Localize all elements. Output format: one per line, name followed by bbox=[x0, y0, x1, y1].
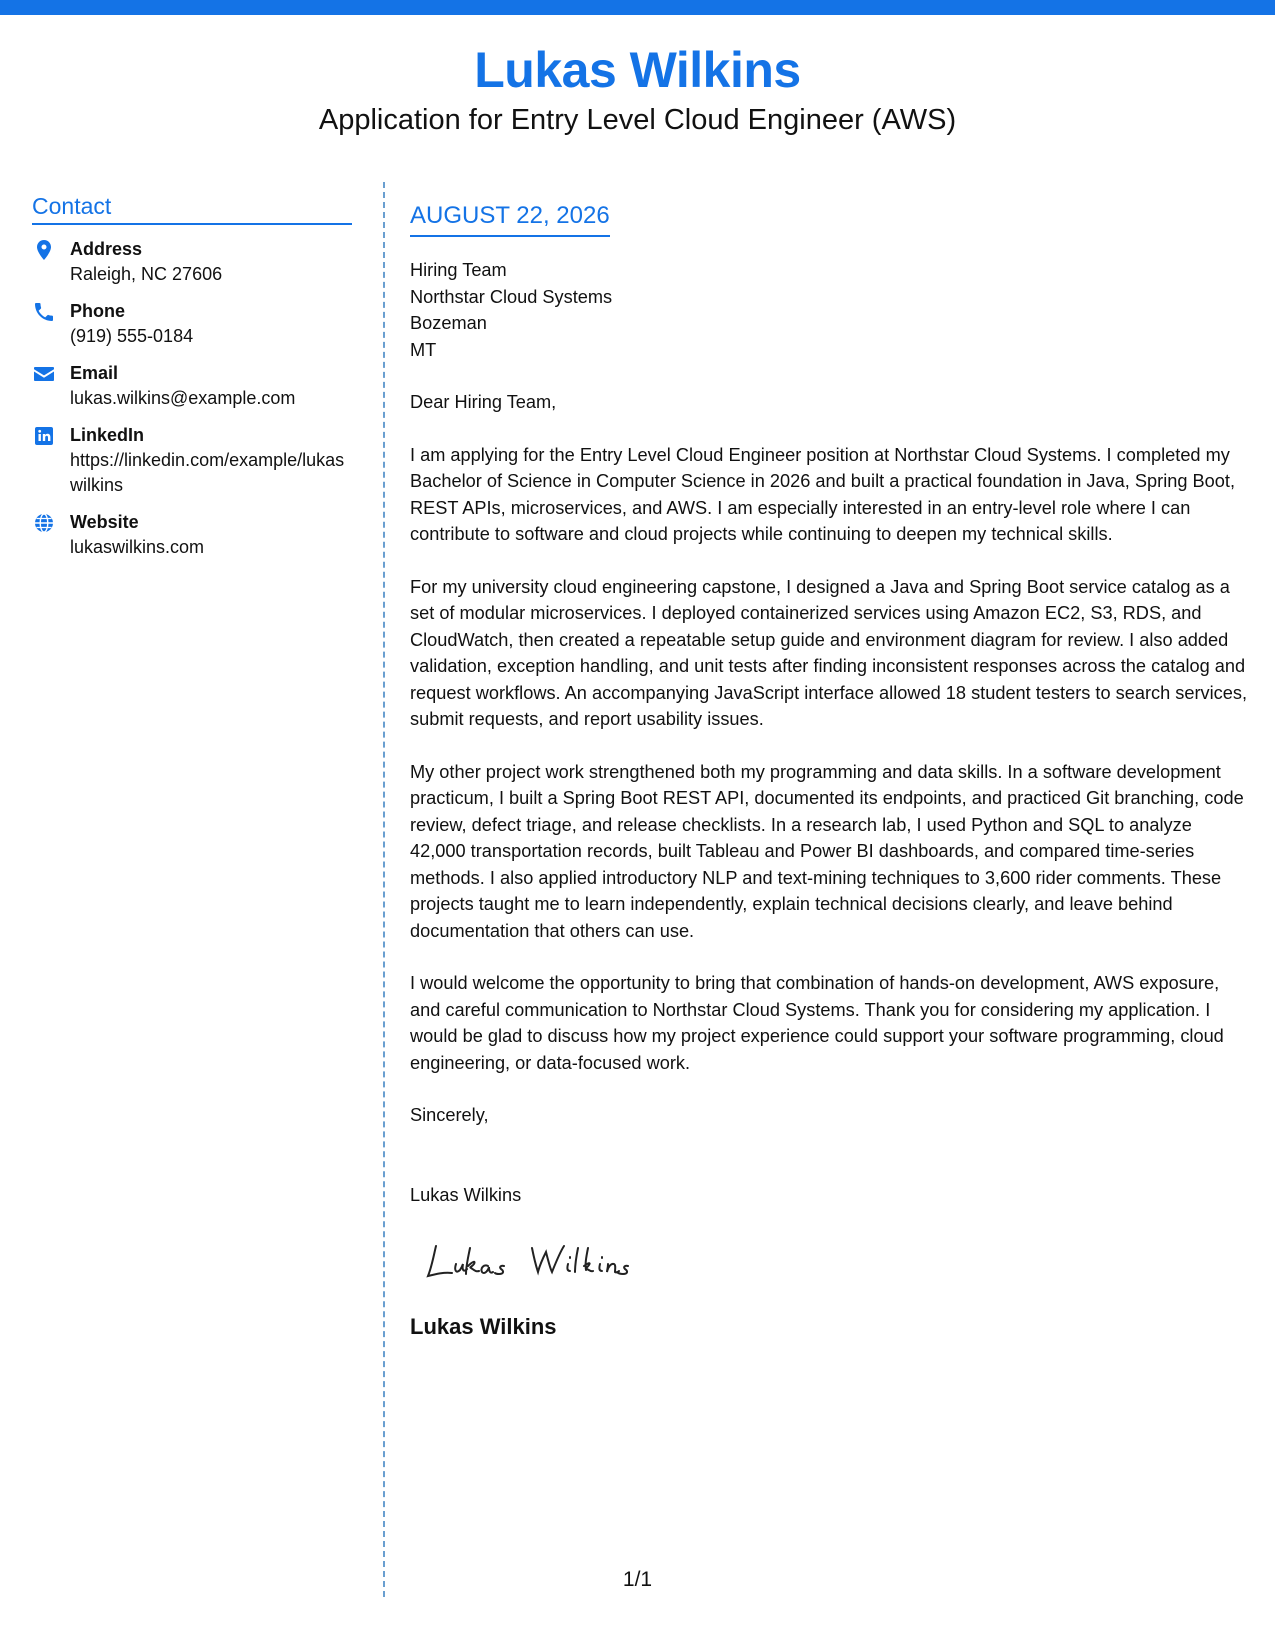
paragraph: I would welcome the opportunity to bring that combination of hands-on development, AWS exposure, and careful communication to Northstar Cloud Systems. Thank you for considering my application. I would be glad to discuss how my project experience could support your software programming, cloud engineering, or data-focused work. bbox=[410, 973, 1224, 1073]
handwritten-signature bbox=[422, 1236, 672, 1286]
recipient-line: MT bbox=[410, 339, 437, 360]
globe-icon bbox=[32, 511, 56, 535]
contact-label: Phone bbox=[70, 301, 126, 321]
paragraph: My other project work strengthened both my programming and data skills. In a software development practicum, I built a Spring Boot REST API, documented its endpoints, and practiced Git branching, code review, defect triage, and release checklists. In a research lab, I used Python and SQL to analyze 42,000 transportation records, built Tableau and Power BI dashboards, and compared time-series methods. I also applied introductory NLP and text-mining techniques to 3,600 rider comments. These projects taught me to learn independently, explain technical decisions clearly, and leave behind documentation that others can use. bbox=[410, 761, 1244, 941]
recipient-line: Hiring Team bbox=[410, 260, 507, 280]
phone-icon bbox=[32, 300, 56, 324]
linkedin-icon bbox=[32, 424, 56, 448]
contact-sidebar bbox=[32, 192, 352, 572]
website-link[interactable]: lukaswilkins.com bbox=[70, 537, 205, 557]
applicant-name: Lukas Wilkins bbox=[474, 42, 801, 98]
top-accent-bar bbox=[0, 0, 1275, 15]
recipient-block bbox=[410, 257, 1252, 363]
email-icon bbox=[32, 362, 56, 386]
typed-name: Lukas Wilkins bbox=[410, 1184, 522, 1205]
contact-item-address bbox=[32, 237, 352, 287]
contact-label: LinkedIn bbox=[70, 425, 145, 445]
application-subtitle: Application for Entry Level Cloud Engineer (AWS) bbox=[318, 104, 957, 136]
contact-label: Email bbox=[70, 363, 119, 383]
letter-header bbox=[0, 38, 1275, 138]
phone-value[interactable]: (919) 555-0184 bbox=[70, 326, 194, 346]
letter-body bbox=[410, 200, 1252, 1341]
contact-label: Website bbox=[70, 512, 139, 532]
letter-date: AUGUST 22, 2026 bbox=[410, 200, 610, 237]
recipient-line: Northstar Cloud Systems bbox=[410, 286, 613, 307]
salutation: Dear Hiring Team, bbox=[410, 392, 557, 412]
linkedin-link[interactable]: https://linkedin.com/example/lukaswilkins bbox=[70, 450, 345, 495]
contact-label: Address bbox=[70, 239, 143, 259]
paragraph: For my university cloud engineering capstone, I designed a Java and Spring Boot service catalog as a set of modular microservices. I deployed containerized services using Amazon EC2, S3, RDS, and CloudWatch, then created a repeatable setup guide and environment diagram for review. I also added validation, exception handling, and unit tests after finding inconsistent responses across the catalog and request workflows. An accompanying JavaScript interface allowed 18 student testers to search services, submit requests, and report usability issues. bbox=[410, 576, 1248, 729]
contact-list bbox=[32, 237, 352, 560]
column-divider bbox=[383, 182, 385, 1597]
contact-item-email bbox=[32, 361, 352, 411]
closing: Sincerely, bbox=[410, 1105, 489, 1125]
address-value: Raleigh, NC 27606 bbox=[70, 264, 223, 284]
paragraph: I am applying for the Entry Level Cloud Engineer position at Northstar Cloud Systems. I completed my Bachelor of Science in Computer Science in 2026 and built a practical foundation in Java, Spring Boot, REST APIs, microservices, and AWS. I am especially interested in an entry-level role where I can contribute to software and cloud projects while continuing to deepen my technical skills. bbox=[410, 444, 1236, 544]
contact-item-phone bbox=[32, 299, 352, 349]
contact-item-website bbox=[32, 510, 352, 560]
location-pin-icon bbox=[32, 238, 56, 262]
page-number: 1/1 bbox=[622, 1568, 653, 1591]
contact-item-linkedin bbox=[32, 423, 352, 498]
contact-heading: Contact bbox=[32, 192, 352, 225]
signer-name: Lukas Wilkins bbox=[410, 1314, 557, 1339]
email-link[interactable]: lukas.wilkins@example.com bbox=[70, 388, 296, 408]
recipient-line: Bozeman bbox=[410, 313, 487, 333]
